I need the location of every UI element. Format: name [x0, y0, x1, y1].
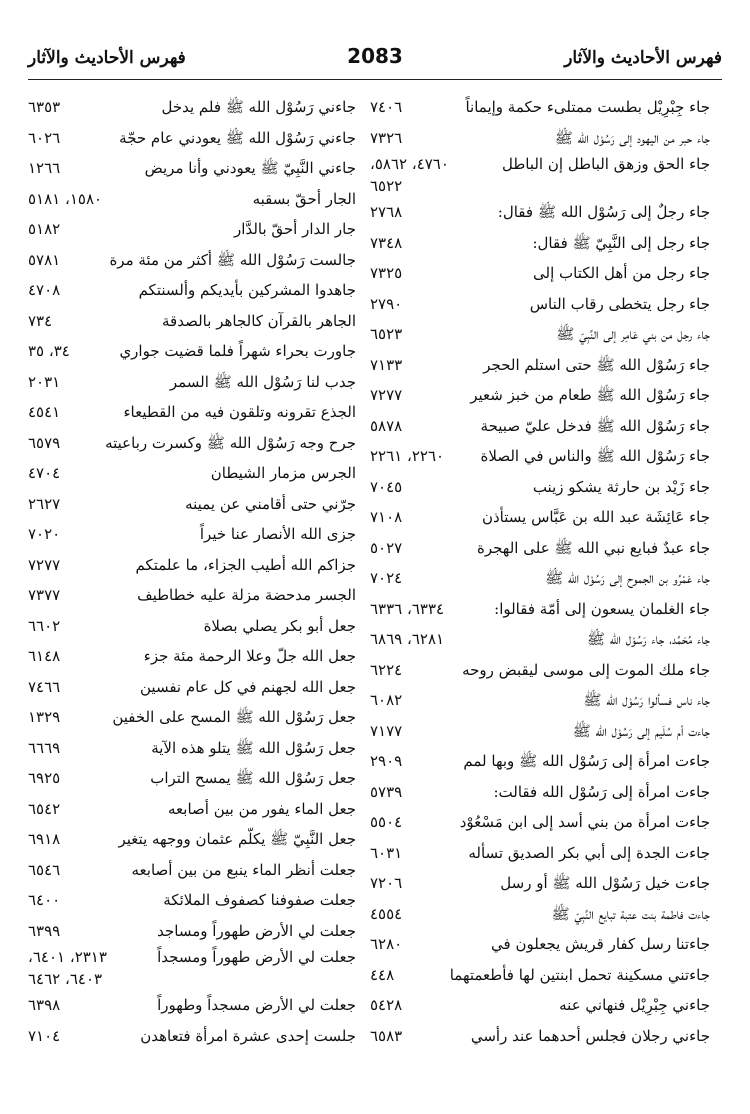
entry-hadith-number: ٥٤٢٨ — [370, 996, 403, 1014]
page-number: 2083 — [347, 44, 403, 68]
entry-text: جدب لنا رَسُوْل الله ﷺ السمر — [169, 372, 356, 391]
index-entry — [28, 92, 356, 123]
entry-text: جاء رَسُوْل الله ﷺ طعام من خبز شعير — [470, 386, 710, 404]
index-entry — [28, 1021, 356, 1052]
entry-text: جاورت بحراء شهراً فلما قضيت جواري — [119, 342, 356, 360]
entry-text: جاء رَسُوْل الله ﷺ فدخل عليّ صبيحة — [480, 416, 710, 435]
entry-hadith-number: ٢٠٣١ — [28, 372, 61, 391]
index-entry — [370, 92, 710, 123]
index-entry — [370, 929, 710, 960]
entry-text: جعلت أنظر الماء ينبع من بين أصابعه — [131, 860, 356, 879]
entry-text: جاءت فاطمة بنت عتبة تبايع النَّبِيّ ﷺ — [551, 904, 710, 923]
index-entry — [370, 153, 710, 176]
index-entry — [28, 306, 356, 337]
entry-hadith-number: ٧٣٤٨ — [370, 233, 403, 252]
entry-hadith-number: ٧١٠٨ — [370, 508, 403, 526]
index-entry — [28, 794, 356, 825]
index-entry — [28, 990, 356, 1021]
index-entry — [370, 655, 710, 686]
index-entry — [28, 611, 356, 642]
entry-text: جاء رَسُوْل الله ﷺ حتى استلم الحجر — [483, 355, 710, 374]
entry-text: جعلت لي الأرض مسجداً وطهوراً — [157, 996, 356, 1014]
entry-hadith-number: ٣٤، ٣٥ — [28, 342, 70, 360]
entry-text: جار الدار أحقّ بالدَّار — [234, 220, 356, 238]
entry-hadith-number: ٤٥٤١ — [28, 403, 61, 421]
entry-text: جعل الماء يفور من بين أصابعه — [168, 799, 356, 818]
entry-text: جاء زَيْد بن حارثة يشكو زينب — [532, 477, 710, 496]
entry-hadith-number: ٦٩١٨ — [28, 830, 61, 848]
index-entry — [370, 197, 710, 228]
index-entry — [28, 123, 356, 154]
entry-hadith-number: ٦٥٨٣ — [370, 1026, 403, 1045]
entry-text: جعل رَسُوْل الله ﷺ يتلو هذه الآية — [151, 738, 356, 757]
index-entry — [370, 176, 710, 197]
index-entry — [370, 807, 710, 838]
index-entry — [28, 550, 356, 581]
entry-hadith-number: ٦٤٠٣، ٦٤٦٢ — [28, 970, 103, 988]
entry-text: الجار أحقّ بسقبه — [252, 189, 356, 208]
entry-text: جاء جِبْرِيْل بطست ممتلىء حكمة وإيماناً — [465, 98, 710, 116]
entry-text: الجسر مدحضة مزلة عليه خطاطيف — [137, 586, 356, 604]
index-entry — [370, 123, 710, 154]
entry-hadith-number: ٢٧٦٨ — [370, 203, 403, 221]
index-entry — [28, 946, 356, 969]
entry-hadith-number: ٧٣٢٥ — [370, 264, 403, 282]
entry-hadith-number: ٤٧٦٠، ٥٨٦٢، — [370, 155, 449, 173]
entry-hadith-number: ٧٢٧٧ — [370, 386, 403, 404]
entry-text: الجذع تقرونه وتلقون فيه من القطيعاء — [123, 403, 356, 421]
index-entry — [28, 336, 356, 367]
index-entry — [370, 258, 710, 289]
entry-hadith-number: ٦٣٩٩ — [28, 921, 61, 940]
entry-text: جعل الله جلّ وعلا الرحمة مئة جزء — [143, 647, 356, 665]
entry-text: جاءت أم سُلَيم إلى رَسُوْل الله ﷺ — [572, 721, 710, 740]
entry-hadith-number: ٦٦٠٢ — [28, 616, 61, 635]
entry-text: جاهدوا المشركين بأيديكم وألسنتكم — [138, 281, 356, 299]
entry-text: جاء ملك الموت إلى موسى ليقبض روحه — [462, 660, 710, 679]
entry-hadith-number: ٤٧٠٨ — [28, 281, 61, 299]
entry-text: جاءت الجدة إلى أبي بكر الصديق تسأله — [468, 843, 710, 862]
index-entry — [28, 428, 356, 459]
index-entry — [28, 397, 356, 428]
index-entry — [370, 716, 710, 747]
entry-text: جاءت امرأة إلى رَسُوْل الله فقالت: — [493, 782, 710, 801]
entry-hadith-number: ٦٥٢٣ — [370, 325, 403, 343]
entry-hadith-number: ٦٠٢٦ — [28, 128, 61, 147]
index-entry — [370, 685, 710, 716]
entry-hadith-number: ٥٧٨١ — [28, 250, 61, 269]
entry-hadith-number: ٦٣٩٨ — [28, 996, 61, 1014]
entry-hadith-number: ٦٢٢٤ — [370, 660, 403, 679]
entry-text: جاء رجل من بني عَامِر إلى النَّبِيّ ﷺ — [556, 325, 710, 343]
entry-hadith-number: ٧٤٠٦ — [370, 98, 403, 116]
entry-hadith-number: ٦٢٨٠ — [370, 935, 403, 953]
entry-text: جاء مُحَمَّد، جاء رَسُوْل الله ﷺ — [586, 630, 710, 648]
entry-text: جاء رجلٌ إلى رَسُوْل الله ﷺ فقال: — [497, 203, 710, 221]
entry-text: جاءني رَسُوْل الله ﷺ فلم يدخل — [161, 98, 356, 116]
entry-hadith-number: ٧٠٤٥ — [370, 477, 403, 496]
entry-hadith-number: ٧٠٢٠ — [28, 525, 61, 543]
entry-text: جاء رَسُوْل الله ﷺ والناس في الصلاة — [480, 447, 710, 465]
index-entry — [370, 594, 710, 625]
index-entry — [28, 275, 356, 306]
entry-hadith-number: ٧٢٠٦ — [370, 874, 403, 892]
entry-text: جاء حبر من اليهود إلى رَسُوْل الله ﷺ — [554, 128, 710, 147]
entry-hadith-number: ٧١٠٤ — [28, 1026, 61, 1045]
index-entry — [28, 672, 356, 703]
entry-hadith-number: ٦٢٨١، ٦٨٦٩ — [370, 630, 445, 648]
entry-text: جاءت خيل رَسُوْل الله ﷺ أو رسل — [500, 874, 710, 892]
entry-hadith-number: ٧١٣٣ — [370, 355, 403, 374]
entry-hadith-number: ٧٣٤ — [28, 311, 53, 330]
entry-text: جاءني رَسُوْل الله ﷺ يعودني عام حجّة — [119, 128, 356, 147]
entry-hadith-number: ٧١٧٧ — [370, 721, 403, 740]
entry-hadith-number: ٦٥٧٩ — [28, 433, 61, 452]
entry-text: الجرس مزمار الشيطان — [210, 464, 356, 482]
entry-hadith-number: ٦١٤٨ — [28, 647, 61, 665]
index-column-left — [28, 92, 356, 1051]
index-entry — [28, 367, 356, 398]
entry-hadith-number: ٧٣٢٦ — [370, 128, 403, 147]
index-entry — [370, 319, 710, 350]
entry-text: جعل أبو بكر يصلي بصلاة — [203, 616, 356, 635]
entry-text: جاءت امرأة من بني أسد إلى ابن مَسْعُوْد — [459, 813, 710, 831]
entry-hadith-number: ٦٤٠٠ — [28, 891, 61, 909]
index-entry — [370, 624, 710, 655]
entry-text: جعل رَسُوْل الله ﷺ المسح على الخفين — [112, 708, 356, 726]
entry-text: جاءت امرأة إلى رَسُوْل الله ﷺ وبها لمم — [463, 752, 710, 770]
entry-text: جاء عَمْرُو بن الجموح إلى رَسُوْل الله ﷺ — [544, 569, 710, 587]
index-entry — [370, 350, 710, 381]
entry-hadith-number: ٧٢٧٧ — [28, 555, 61, 574]
index-entry — [370, 380, 710, 411]
entry-hadith-number: ٢٧٩٠ — [370, 294, 403, 313]
entry-hadith-number: ٢٩٠٩ — [370, 752, 403, 770]
index-entry — [28, 184, 356, 215]
entry-hadith-number: ٥٧٣٩ — [370, 782, 403, 801]
index-entry — [370, 777, 710, 808]
index-entry — [370, 289, 710, 320]
entry-hadith-number: ٤٧٠٤ — [28, 464, 61, 482]
index-entry — [370, 990, 710, 1021]
index-entry — [28, 855, 356, 886]
entry-text: جاء عَائِشَة عبد الله بن عَبَّاس يستأذن — [481, 508, 710, 526]
entry-hadith-number: ٥٥٠٤ — [370, 813, 403, 831]
index-entry — [370, 533, 710, 564]
entry-text: جزاكم الله أطيب الجزاء، ما علمتكم — [135, 555, 356, 574]
index-entry — [28, 489, 356, 520]
index-entry — [370, 411, 710, 442]
index-entry — [28, 580, 356, 611]
entry-text: جعل الله لجهنم في كل عام نفسين — [140, 677, 356, 696]
index-entry — [28, 885, 356, 916]
entry-text: جاءتنا رسل كفار قريش يجعلون في — [491, 935, 710, 953]
entry-hadith-number: ٤٥٥٤ — [370, 904, 403, 923]
entry-text: جاءتني مسكينة تحمل ابنتين لها فأطعمتهما — [449, 965, 710, 984]
page-header — [28, 44, 722, 74]
entry-text: جالست رَسُوْل الله ﷺ أكثر من مئة مرة — [109, 250, 356, 269]
entry-hadith-number: ٥١٨٢ — [28, 220, 61, 238]
entry-text: جاء عبدٌ فبايع نبي الله ﷺ على الهجرة — [476, 538, 710, 557]
entry-text: جاءني جِبْرِيْل فنهاني عنه — [559, 996, 710, 1014]
entry-hadith-number: ٦٣٥٣ — [28, 98, 61, 116]
entry-text: جاءني النَّبِيّ ﷺ يعودني وأنا مريض — [144, 159, 356, 177]
index-entry — [28, 458, 356, 489]
index-entry — [28, 153, 356, 184]
entry-hadith-number: ٦٠٣١ — [370, 843, 403, 862]
header-title-left: فهرس الأحاديث والآثار — [28, 48, 186, 68]
entry-hadith-number: ٦٥٤٢ — [28, 799, 61, 818]
entry-text: جرح وجه رَسُوْل الله ﷺ وكسرت رباعيته — [105, 433, 356, 452]
entry-hadith-number: ٦٠٨٢ — [370, 691, 403, 709]
index-entry — [370, 472, 710, 503]
index-entry — [370, 899, 710, 930]
entry-hadith-number: ٢٣١٣، ٦٤٠١، — [28, 948, 107, 966]
index-entry — [28, 641, 356, 672]
index-entry — [28, 824, 356, 855]
index-entry — [28, 733, 356, 764]
index-entry — [28, 916, 356, 947]
entry-hadith-number: ٦٩٢٥ — [28, 769, 61, 787]
entry-text: جرّني حتى أقامني عن يمينه — [185, 494, 356, 513]
entry-text: جاء الحق وزهق الباطل إن الباطل — [501, 155, 710, 173]
entry-hadith-number: ١٢٦٦ — [28, 159, 61, 177]
header-rule — [28, 79, 722, 80]
entry-text: جاءني رجلان فجلس أحدهما عند رأسي — [470, 1026, 710, 1045]
entry-hadith-number: ٤٤٨ — [370, 965, 395, 984]
entry-hadith-number: ٥٨٧٨ — [370, 416, 403, 435]
entry-text: جعلت صفوفنا كصفوف الملائكة — [163, 891, 356, 909]
entry-hadith-number: ٧٤٦٦ — [28, 677, 61, 696]
index-entry — [370, 563, 710, 594]
index-entry — [28, 763, 356, 794]
entry-hadith-number: ٧٣٧٧ — [28, 586, 61, 604]
index-column-right — [370, 92, 710, 1051]
index-entry — [28, 702, 356, 733]
entry-text: جلست إحدى عشرة امرأة فتعاهدن — [140, 1026, 356, 1045]
index-entry — [370, 868, 710, 899]
entry-text: جعل النَّبِيّ ﷺ يكلّم عثمان ووجهه يتغير — [118, 830, 356, 848]
entry-text: الجاهر بالقرآن كالجاهر بالصدقة — [162, 311, 356, 330]
index-entry — [28, 969, 356, 990]
index-entry — [370, 1021, 710, 1052]
index-entry — [370, 441, 710, 472]
index-entry — [370, 228, 710, 259]
index-entry — [370, 838, 710, 869]
entry-hadith-number: ١٥٨٠، ٥١٨١ — [28, 189, 103, 208]
entry-hadith-number: ٧٠٢٤ — [370, 569, 403, 587]
entry-hadith-number: ٢٢٦٠، ٢٢٦١ — [370, 447, 445, 465]
index-entry — [28, 214, 356, 245]
entry-text: جاء رجل إلى النَّبِيّ ﷺ فقال: — [532, 233, 710, 252]
entry-hadith-number: ١٣٢٩ — [28, 708, 61, 726]
entry-text: جزى الله الأنصار عنا خيراً — [199, 525, 356, 543]
entry-hadith-number: ٦٣٣٤، ٦٣٣٦ — [370, 599, 445, 618]
index-entry — [28, 519, 356, 550]
index-entry — [370, 960, 710, 991]
entry-hadith-number: ٦٦٦٩ — [28, 738, 61, 757]
entry-text: جاء رجل يتخطى رقاب الناس — [529, 294, 710, 313]
entry-hadith-number: ٦٥٤٦ — [28, 860, 61, 879]
entry-hadith-number: ٢٦٢٧ — [28, 494, 61, 513]
header-title-right: فهرس الأحاديث والآثار — [564, 48, 722, 68]
entry-text: جعلت لي الأرض طهوراً ومسجداً — [157, 948, 356, 966]
index-entry — [370, 502, 710, 533]
entry-text: جعلت لي الأرض طهوراً ومساجد — [157, 921, 356, 940]
index-entry — [370, 746, 710, 777]
entry-text: جاء رجل من أهل الكتاب إلى — [533, 264, 710, 282]
entry-text: جاء الغلمان يسعون إلى أمّة فقالوا: — [494, 599, 710, 618]
entry-hadith-number: ٦٥٢٢ — [370, 177, 403, 195]
entry-text: جاء ناس فسألوا رَسُوْل الله ﷺ — [583, 691, 710, 709]
entry-text: جعل رَسُوْل الله ﷺ يمسح التراب — [150, 769, 356, 787]
index-entry — [28, 245, 356, 276]
entry-hadith-number: ٥٠٢٧ — [370, 538, 403, 557]
